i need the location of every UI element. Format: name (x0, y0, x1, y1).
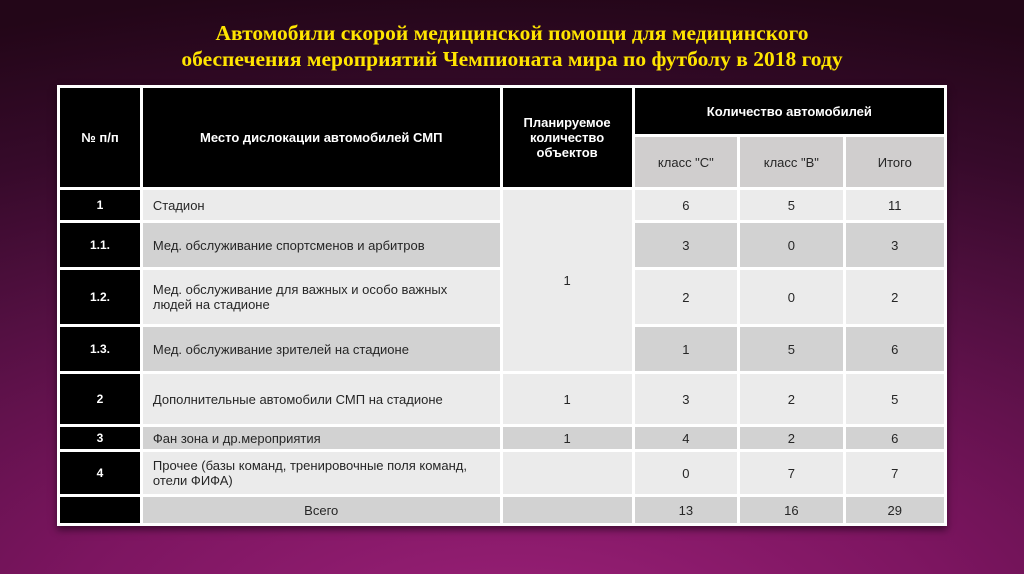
row-number-cell: 1 (60, 190, 140, 220)
total-cell: 6 (846, 327, 944, 371)
class-b-cell: 2 (740, 374, 842, 424)
table-row-4 (60, 452, 944, 494)
class-c-cell: 2 (635, 270, 737, 324)
class-b-cell: 0 (740, 270, 842, 324)
total-cell: 7 (846, 452, 944, 494)
slide-title-text: Автомобили скорой медицинской помощи для медицинского обеспечения мероприятий Чемпионата мира по футболу в 2018 году (181, 21, 843, 72)
place-cell: Мед. обслуживание зрителей на стадионе (143, 327, 500, 371)
class-b-cell: 5 (740, 327, 842, 371)
planned-cell (503, 452, 632, 494)
place-cell: Дополнительные автомобили СМП на стадионе (143, 374, 500, 424)
col-header-total: Итого (846, 137, 944, 187)
place-cell: Стадион (143, 190, 500, 220)
total-cell: 6 (846, 427, 944, 449)
place-cell: Фан зона и др.мероприятия (143, 427, 500, 449)
footer-planned-cell (503, 497, 632, 523)
planned-cell: 1 (503, 427, 632, 449)
ambulance-table (57, 85, 947, 526)
col-header-planned: Планируемое количество объектов (503, 88, 632, 187)
slide-title (0, 20, 1024, 72)
footer-total-cell: 29 (846, 497, 944, 523)
planned-merged-cell: 1 (503, 190, 632, 371)
class-b-cell: 5 (740, 190, 842, 220)
col-header-num: № п/п (60, 88, 140, 187)
class-b-cell: 7 (740, 452, 842, 494)
class-c-cell: 3 (635, 223, 737, 267)
row-number-cell: 1.3. (60, 327, 140, 371)
col-header-class-b: класс "В" (740, 137, 842, 187)
col-header-class-c: класс "С" (635, 137, 737, 187)
class-c-cell: 4 (635, 427, 737, 449)
row-number-cell: 1.1. (60, 223, 140, 267)
col-header-place: Место дислокации автомобилей СМП (143, 88, 500, 187)
table-row-3 (60, 427, 944, 449)
planned-cell: 1 (503, 374, 632, 424)
place-cell: Прочее (базы команд, тренировочные поля команд, отели ФИФА) (143, 452, 500, 494)
total-cell: 2 (846, 270, 944, 324)
total-cell: 11 (846, 190, 944, 220)
class-b-cell: 2 (740, 427, 842, 449)
col-header-vehicles-group: Количество автомобилей (635, 88, 944, 134)
table-row-1 (60, 190, 944, 220)
class-c-cell: 0 (635, 452, 737, 494)
footer-class-b-cell: 16 (740, 497, 842, 523)
total-cell: 3 (846, 223, 944, 267)
class-c-cell: 3 (635, 374, 737, 424)
total-cell: 5 (846, 374, 944, 424)
place-cell: Мед. обслуживание спортсменов и арбитров (143, 223, 500, 267)
table-row-2 (60, 374, 944, 424)
place-cell: Мед. обслуживание для важных и особо важных людей на стадионе (143, 270, 500, 324)
row-number-cell: 2 (60, 374, 140, 424)
row-number-cell: 4 (60, 452, 140, 494)
row-number-cell: 3 (60, 427, 140, 449)
footer-class-c-cell: 13 (635, 497, 737, 523)
class-c-cell: 6 (635, 190, 737, 220)
footer-row (60, 497, 944, 523)
footer-label-cell: Всего (143, 497, 500, 523)
row-number-cell: 1.2. (60, 270, 140, 324)
class-c-cell: 1 (635, 327, 737, 371)
header-row-top (60, 88, 944, 134)
footer-number-cell (60, 497, 140, 523)
class-b-cell: 0 (740, 223, 842, 267)
